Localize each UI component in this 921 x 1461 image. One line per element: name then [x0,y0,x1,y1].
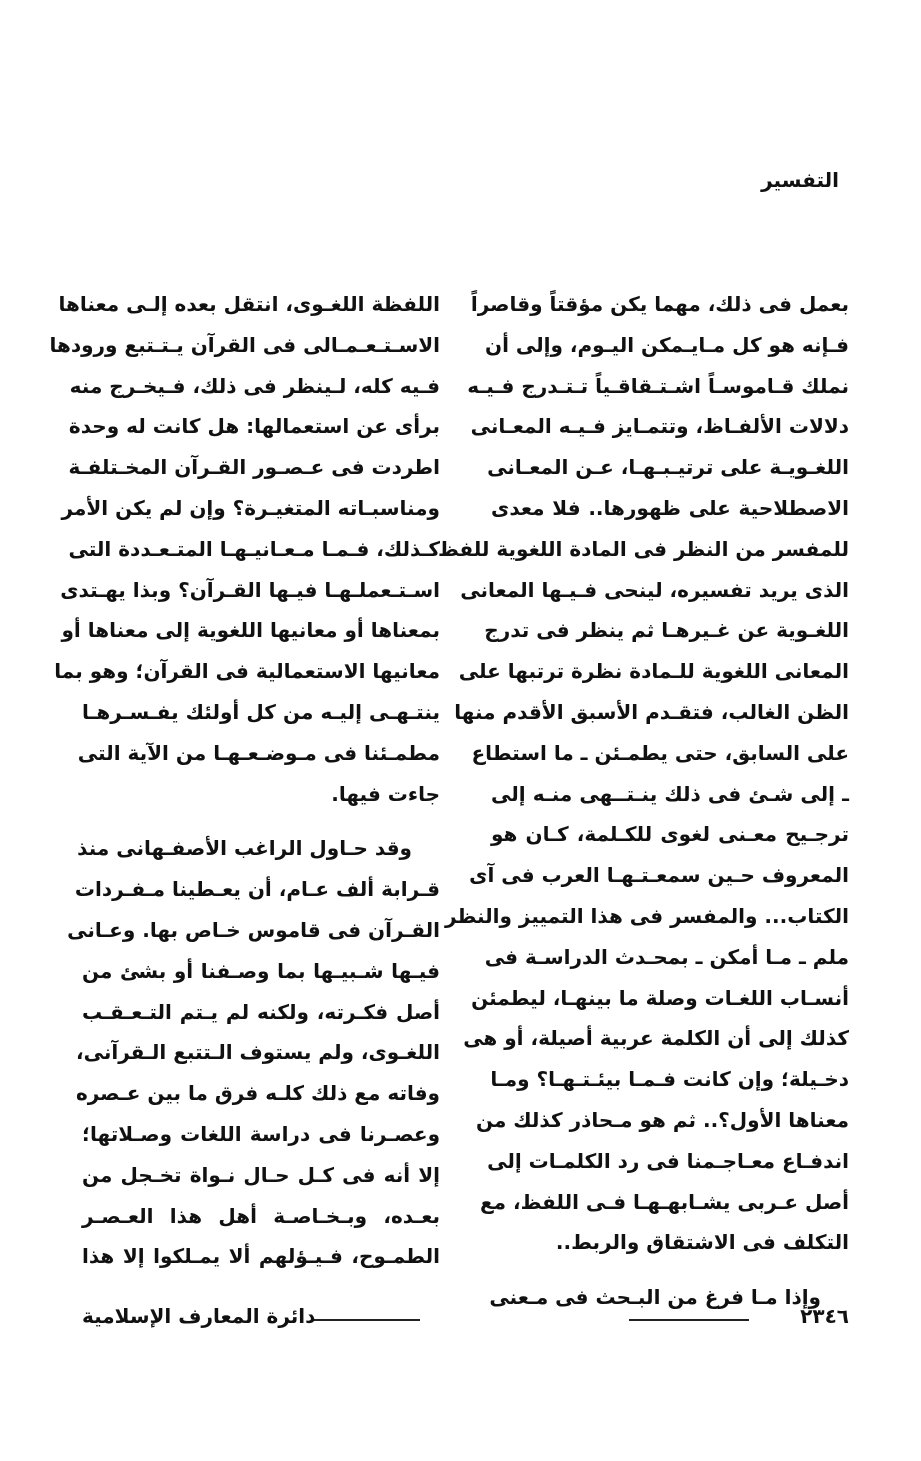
text-line: ومناسبـاته المتغيـرة؟ وإن لم يكن الأمر [61,495,440,520]
page-footer [82,1304,849,1334]
text-line: الاسـتـعـمـالى فى القرآن يـتـتبع ورودها [49,332,440,357]
text-line: اللغـويـة على ترتيـبـهـا، عـن المعـانى [487,455,849,480]
text-line: اسـتـعملـهـا فيـها القـرآن؟ وبذا يهـتدى [60,577,440,602]
text-line: وقد حـاول الراغب الأصفـهانى منذ [77,836,412,861]
text-line: أصل عـربى يشـابهـهـا فـى اللفظ، مع [480,1189,849,1214]
text-line: أنسـاب اللغـات وصلة ما بينهـا، ليطمئن [471,985,849,1010]
footer-rule [629,1319,749,1321]
text-line: فيـها شـبيـها بما وصـفنا أو بشئ من [82,958,440,983]
running-head: التفسير [761,168,839,192]
text-line: التكلف فى الاشتقاق والربط.. [555,1230,849,1255]
text-line: الاصطلاحية على ظهورها.. فلا معدى [491,495,849,520]
text-line: المعانى اللغوية للـمادة نظرة ترتبها على [458,659,849,684]
text-line: بمعناها أو معانيها اللغوية إلى معناها أو [61,618,440,643]
text-line: بعمل فى ذلك، مهما يكن مؤقتاً وقاصراً [470,292,849,316]
text-line: الذى يريد تفسيره، لينحى فـيـها المعانى [460,577,849,602]
text-line: نملك قـاموسـاً اشـتـقاقـياً تـتـدرج فـيـه [467,373,849,398]
text-line: أصل فكـرته، ولكنه لم يـتم التـعـقـب [82,999,440,1024]
text-line: كذلك إلى أن الكلمة عربية أصيلة، أو هى [463,1026,849,1051]
text-line: فـإنه هو كل مـايـمكن اليـوم، وإلى أن [485,332,849,357]
text-line: للمفسر من النظر فى المادة اللغوية للفظ [437,536,849,561]
text-line: ترجـيح معـنى لغوى للكـلمة، كـان هو [491,822,849,847]
text-line: الكتاب... والمفسر فى هذا التمييز والنظر [445,903,849,928]
text-line: قـرابة ألف عـام، أن يعـطينا مـفـردات [74,877,440,902]
text-line: المعروف حـين سمعـتـهـا العرب فى آى [469,863,849,888]
text-line: اندفـاع معـاجـمنا فى رد الكلمـات إلى [487,1148,849,1173]
text-line: معناها الأول؟.. ثم هو مـحاذر كذلك من [475,1107,849,1132]
text-line: مطمـئنا فى مـوضـعـهـا من الآية التى [77,740,440,765]
publication-title: دائرة المعارف الإسلامية [82,1304,316,1328]
text-line: وفاته مع ذلك كلـه فرق ما بين عـصره [75,1081,440,1106]
text-line: ـ إلى شـئ فى ذلك ينـتــهى منـه إلى [491,781,849,806]
text-line: الظن الغالب، فتقـدم الأسبق الأقدم منها [454,699,849,724]
text-line: دخـيلة؛ وإن كانت فـمـا بيئـتـهـا؟ ومـا [490,1067,849,1092]
page-number: ٢٣٤٦ [800,1304,849,1328]
text-line: كـذلك، فـمـا مـعـانيـهـا المتـعـددة التى [68,536,440,561]
text-line: وإذا مـا فرغ من البـحث فى مـعنى [489,1285,821,1310]
text-line: إلا أنه فى كـل حـال نـواة تخـجل من [82,1162,440,1187]
footer-rule [312,1319,420,1321]
right-text-column [437,284,849,1318]
text-line: اطردت فى عـصـور القـرآن المخـتلفـة [68,455,440,480]
text-line: الطمـوح، فـيـؤلهم ألا يمـلكوا إلا هذا [82,1244,440,1269]
text-line: اللغـوى، ولم يستوف الـتتبع الـقرآنى، [76,1040,440,1065]
text-line: على السابق، حتى يطمـئن ـ ما استطاع [471,740,849,765]
text-line: ملم ـ مـا أمكن ـ بمحـدث الدراسـة فى [484,944,849,969]
text-line: معانيها الاستعمالية فى القرآن؛ وهو بما [54,659,440,684]
text-line: دلالات الألفـاظ، وتتمـايز فـيـه المعـانى [470,414,849,439]
text-line: وعصـرنا فى دراسة اللغات وصـلاتها؛ [82,1121,440,1146]
left-text-column [49,284,440,1277]
text-line: القـرآن فى قاموس خـاص بها. وعـانى [67,917,440,942]
text-line: ينتـهـى إليـه من كل أولئك يفـسـرهـا [82,699,440,724]
text-line: جاءت فيها. [331,781,440,806]
text-line: بعـده، وبـخـاصـة أهل هذا العـصـر [82,1203,440,1228]
text-line: برأى عن استعمالها: هل كانت له وحدة [68,414,440,439]
text-line: اللغـوية عن غـيرهـا ثم ينظر فى تدرج [484,618,849,643]
text-line: فـيه كله، لـينظر فى ذلك، فـيخـرج منه [69,373,440,398]
text-line: اللفظة اللغـوى، انتقل بعده إلـى معناها [58,292,440,316]
